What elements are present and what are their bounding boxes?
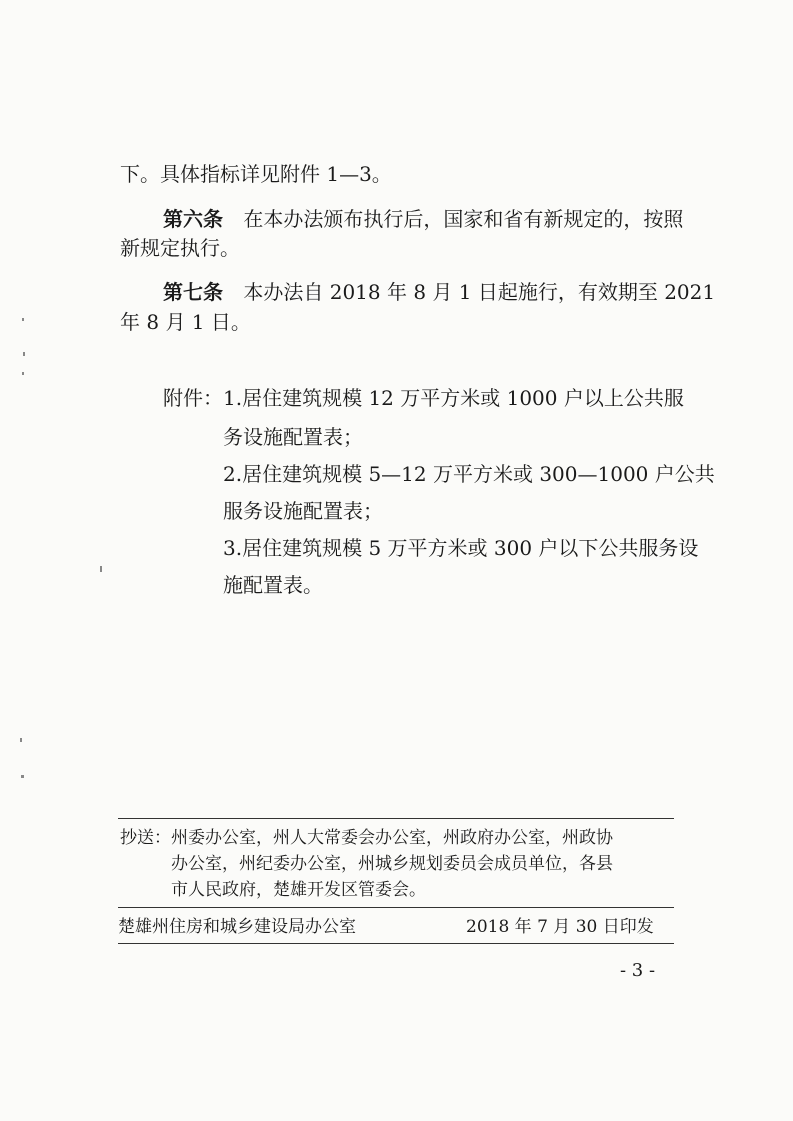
body-line-1: 下。具体指标详见附件 1—3。 xyxy=(120,162,392,186)
article-6-title: 第六条 xyxy=(163,207,223,231)
article-6-continuation: 新规定执行。 xyxy=(120,236,240,260)
scan-speck xyxy=(100,566,102,572)
scan-speck xyxy=(21,775,24,778)
article-7-continuation: 年 8 月 1 日。 xyxy=(120,310,251,334)
issuer: 楚雄州住房和城乡建设局办公室 xyxy=(118,917,356,937)
article-6 xyxy=(163,205,683,233)
attachment-2-line-2: 服务设施配置表； xyxy=(223,499,383,523)
attachment-2-line-1: 2.居住建筑规模 5—12 万平方米或 300—1000 户公共 xyxy=(223,462,715,486)
cc-line-2: 办公室，州纪委办公室，州城乡规划委员会成员单位，各县 xyxy=(171,854,613,874)
cc-label: 抄送： xyxy=(120,828,171,848)
attachment-1-line-2: 务设施配置表； xyxy=(223,425,363,449)
cc-text-1: 州委办公室，州人大常委会办公室，州政府办公室，州政协 xyxy=(171,828,613,848)
footer-top-rule xyxy=(118,818,674,819)
article-7-text: 本办法自 2018 年 8 月 1 日起施行，有效期至 2021 xyxy=(243,280,716,304)
footer-middle-rule xyxy=(118,907,674,908)
attachment-1 xyxy=(163,384,684,412)
cc-line-1 xyxy=(120,826,613,850)
article-7 xyxy=(163,278,715,306)
page-number: - 3 - xyxy=(620,960,656,981)
attachment-label: 附件： xyxy=(163,386,223,410)
article-6-text: 在本办法颁布执行后，国家和省有新规定的，按照 xyxy=(243,207,684,231)
attachment-3-line-1: 3.居住建筑规模 5 万平方米或 300 户以下公共服务设 xyxy=(223,536,699,560)
scan-speck xyxy=(23,352,25,356)
scan-speck xyxy=(22,318,24,321)
cc-line-3: 市人民政府，楚雄开发区管委会。 xyxy=(171,880,426,900)
scan-speck xyxy=(20,738,22,742)
article-7-title: 第七条 xyxy=(163,280,223,304)
attachment-1-line-1: 1.居住建筑规模 12 万平方米或 1000 户以上公共服 xyxy=(223,386,684,410)
attachment-3-line-2: 施配置表。 xyxy=(223,573,323,597)
footer-bottom-rule xyxy=(118,943,674,944)
issue-date: 2018 年 7 月 30 日印发 xyxy=(466,917,654,937)
scan-speck xyxy=(22,372,24,375)
